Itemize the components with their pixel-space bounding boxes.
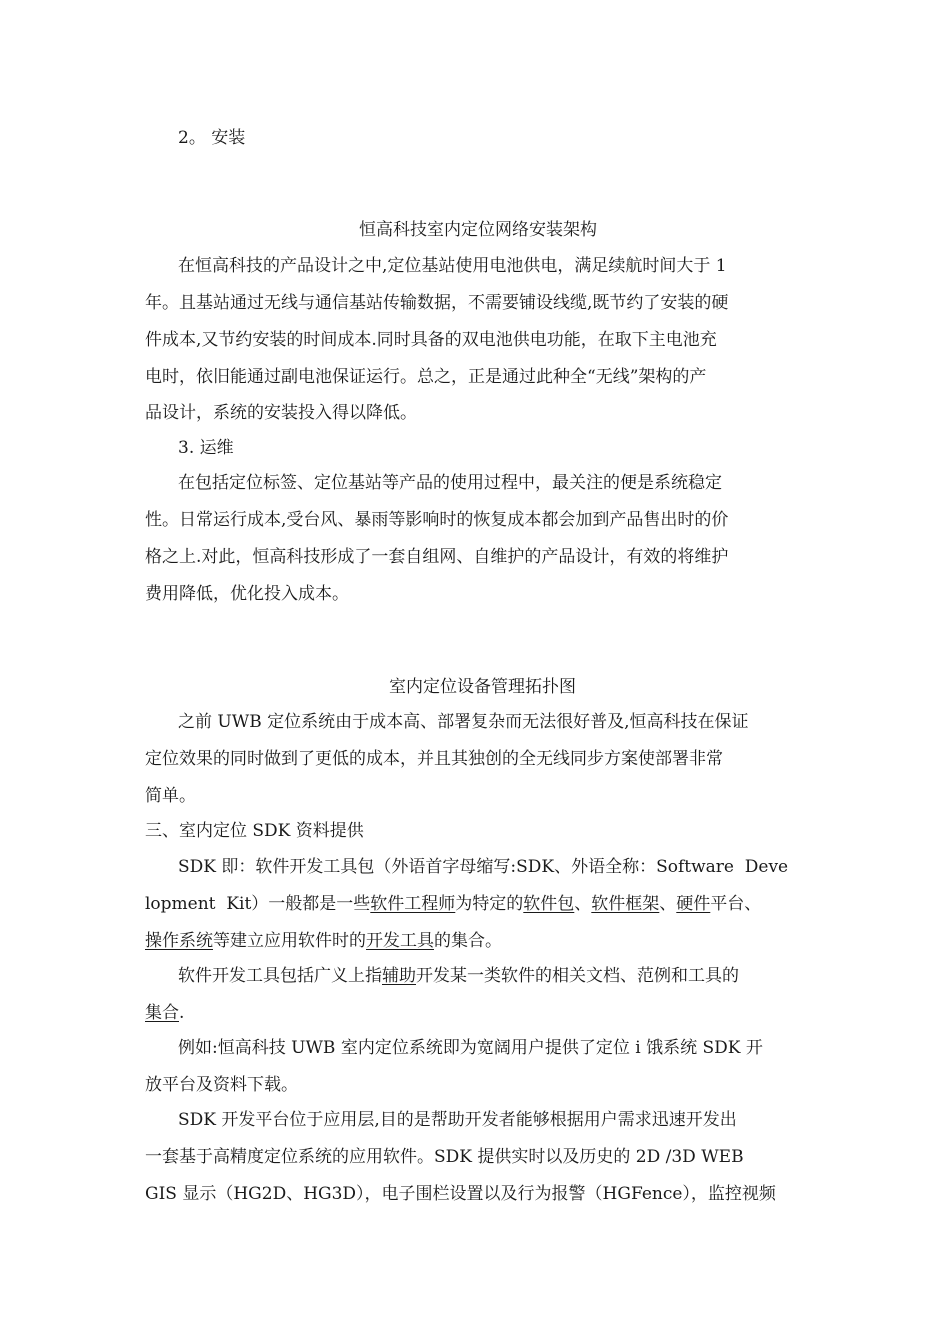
paragraph-line: 格之上.对此，恒高科技形成了一套自组网、自维护的产品设计，有效的将维护 bbox=[145, 547, 729, 567]
paragraph-line: 例如:恒高科技 UWB 室内定位系统即为宽阔用户提供了定位 i 饿系统 SDK 开 bbox=[178, 1038, 763, 1058]
paragraph-line bbox=[145, 931, 502, 951]
paragraph-line: 电时，依旧能通过副电池保证运行。总之，正是通过此种全“无线”架构的产 bbox=[145, 367, 707, 387]
paragraph-line: 放平台及资料下载。 bbox=[145, 1075, 298, 1095]
paragraph-line: 性。日常运行成本,受台风、暴雨等影响时的恢复成本都会加到产品售出时的价 bbox=[145, 510, 729, 530]
section-heading-sdk: 三、室内定位 SDK 资料提供 bbox=[145, 821, 364, 841]
figure-caption-network-architecture: 恒高科技室内定位网络安装架构 bbox=[359, 220, 597, 240]
link-software-engineer[interactable]: 软件工程师 bbox=[370, 894, 456, 914]
paragraph-line: 品设计，系统的安装投入得以降低。 bbox=[145, 403, 417, 423]
paragraph-line bbox=[145, 894, 761, 914]
link-development-tools[interactable]: 开发工具 bbox=[366, 931, 434, 951]
text: 的集合。 bbox=[434, 931, 502, 951]
paragraph-line: 之前 UWB 定位系统由于成本高、部署复杂而无法很好普及,恒高科技在保证 bbox=[178, 712, 749, 732]
link-auxiliary[interactable]: 辅助 bbox=[382, 966, 416, 986]
text: 等建立应用软件时的 bbox=[213, 931, 366, 951]
text: . bbox=[179, 1003, 185, 1023]
paragraph-line bbox=[178, 966, 739, 986]
text: 为特定的 bbox=[455, 894, 524, 914]
paragraph-line: 年。且基站通过无线与通信基站传输数据，不需要铺设线缆,既节约了安装的硬 bbox=[145, 293, 729, 313]
link-software-framework[interactable]: 软件框架 bbox=[591, 894, 660, 914]
paragraph-line: GIS 显示（HG2D、HG3D），电子围栏设置以及行为报警（HGFence），监控视频 bbox=[145, 1184, 776, 1204]
paragraph-line: 件成本,又节约安装的时间成本.同时具备的双电池供电功能，在取下主电池充 bbox=[145, 330, 717, 350]
paragraph-line: 在恒高科技的产品设计之中,定位基站使用电池供电，满足续航时间大于 1 bbox=[178, 256, 727, 276]
text: 开发某一类软件的相关文档、范例和工具的 bbox=[416, 966, 739, 986]
paragraph-line: 在包括定位标签、定位基站等产品的使用过程中，最关注的便是系统稳定 bbox=[178, 473, 722, 493]
paragraph-line: SDK 开发平台位于应用层,目的是帮助开发者能够根据用户需求迅速开发出 bbox=[178, 1110, 737, 1130]
paragraph-line: SDK 即：软件开发工具包（外语首字母缩写:SDK、外语全称：Software Deve bbox=[178, 857, 789, 877]
link-software-package[interactable]: 软件包 bbox=[523, 894, 575, 914]
paragraph-line: 定位效果的同时做到了更低的成本，并且其独创的全无线同步方案使部署非常 bbox=[145, 749, 723, 769]
paragraph-line bbox=[145, 1003, 184, 1023]
figure-caption-topology: 室内定位设备管理拓扑图 bbox=[389, 677, 576, 697]
text: lopment Kit）一般都是一些 bbox=[145, 894, 371, 914]
link-collection[interactable]: 集合 bbox=[145, 1003, 179, 1023]
text: 、 bbox=[574, 894, 592, 914]
section-heading-maintenance: 3. 运维 bbox=[178, 438, 234, 458]
link-operating-system[interactable]: 操作系统 bbox=[145, 931, 213, 951]
paragraph-line: 简单。 bbox=[145, 786, 196, 806]
text: 平台、 bbox=[710, 894, 762, 914]
section-heading-install: 2。 安装 bbox=[178, 128, 246, 148]
paragraph-line: 一套基于高精度定位系统的应用软件。SDK 提供实时以及历史的 2D /3D WEB bbox=[145, 1147, 744, 1167]
text: 软件开发工具包括广义上指 bbox=[178, 966, 382, 986]
text: 、 bbox=[659, 894, 677, 914]
paragraph-line: 费用降低，优化投入成本。 bbox=[145, 584, 349, 604]
link-hardware[interactable]: 硬件 bbox=[676, 894, 711, 914]
